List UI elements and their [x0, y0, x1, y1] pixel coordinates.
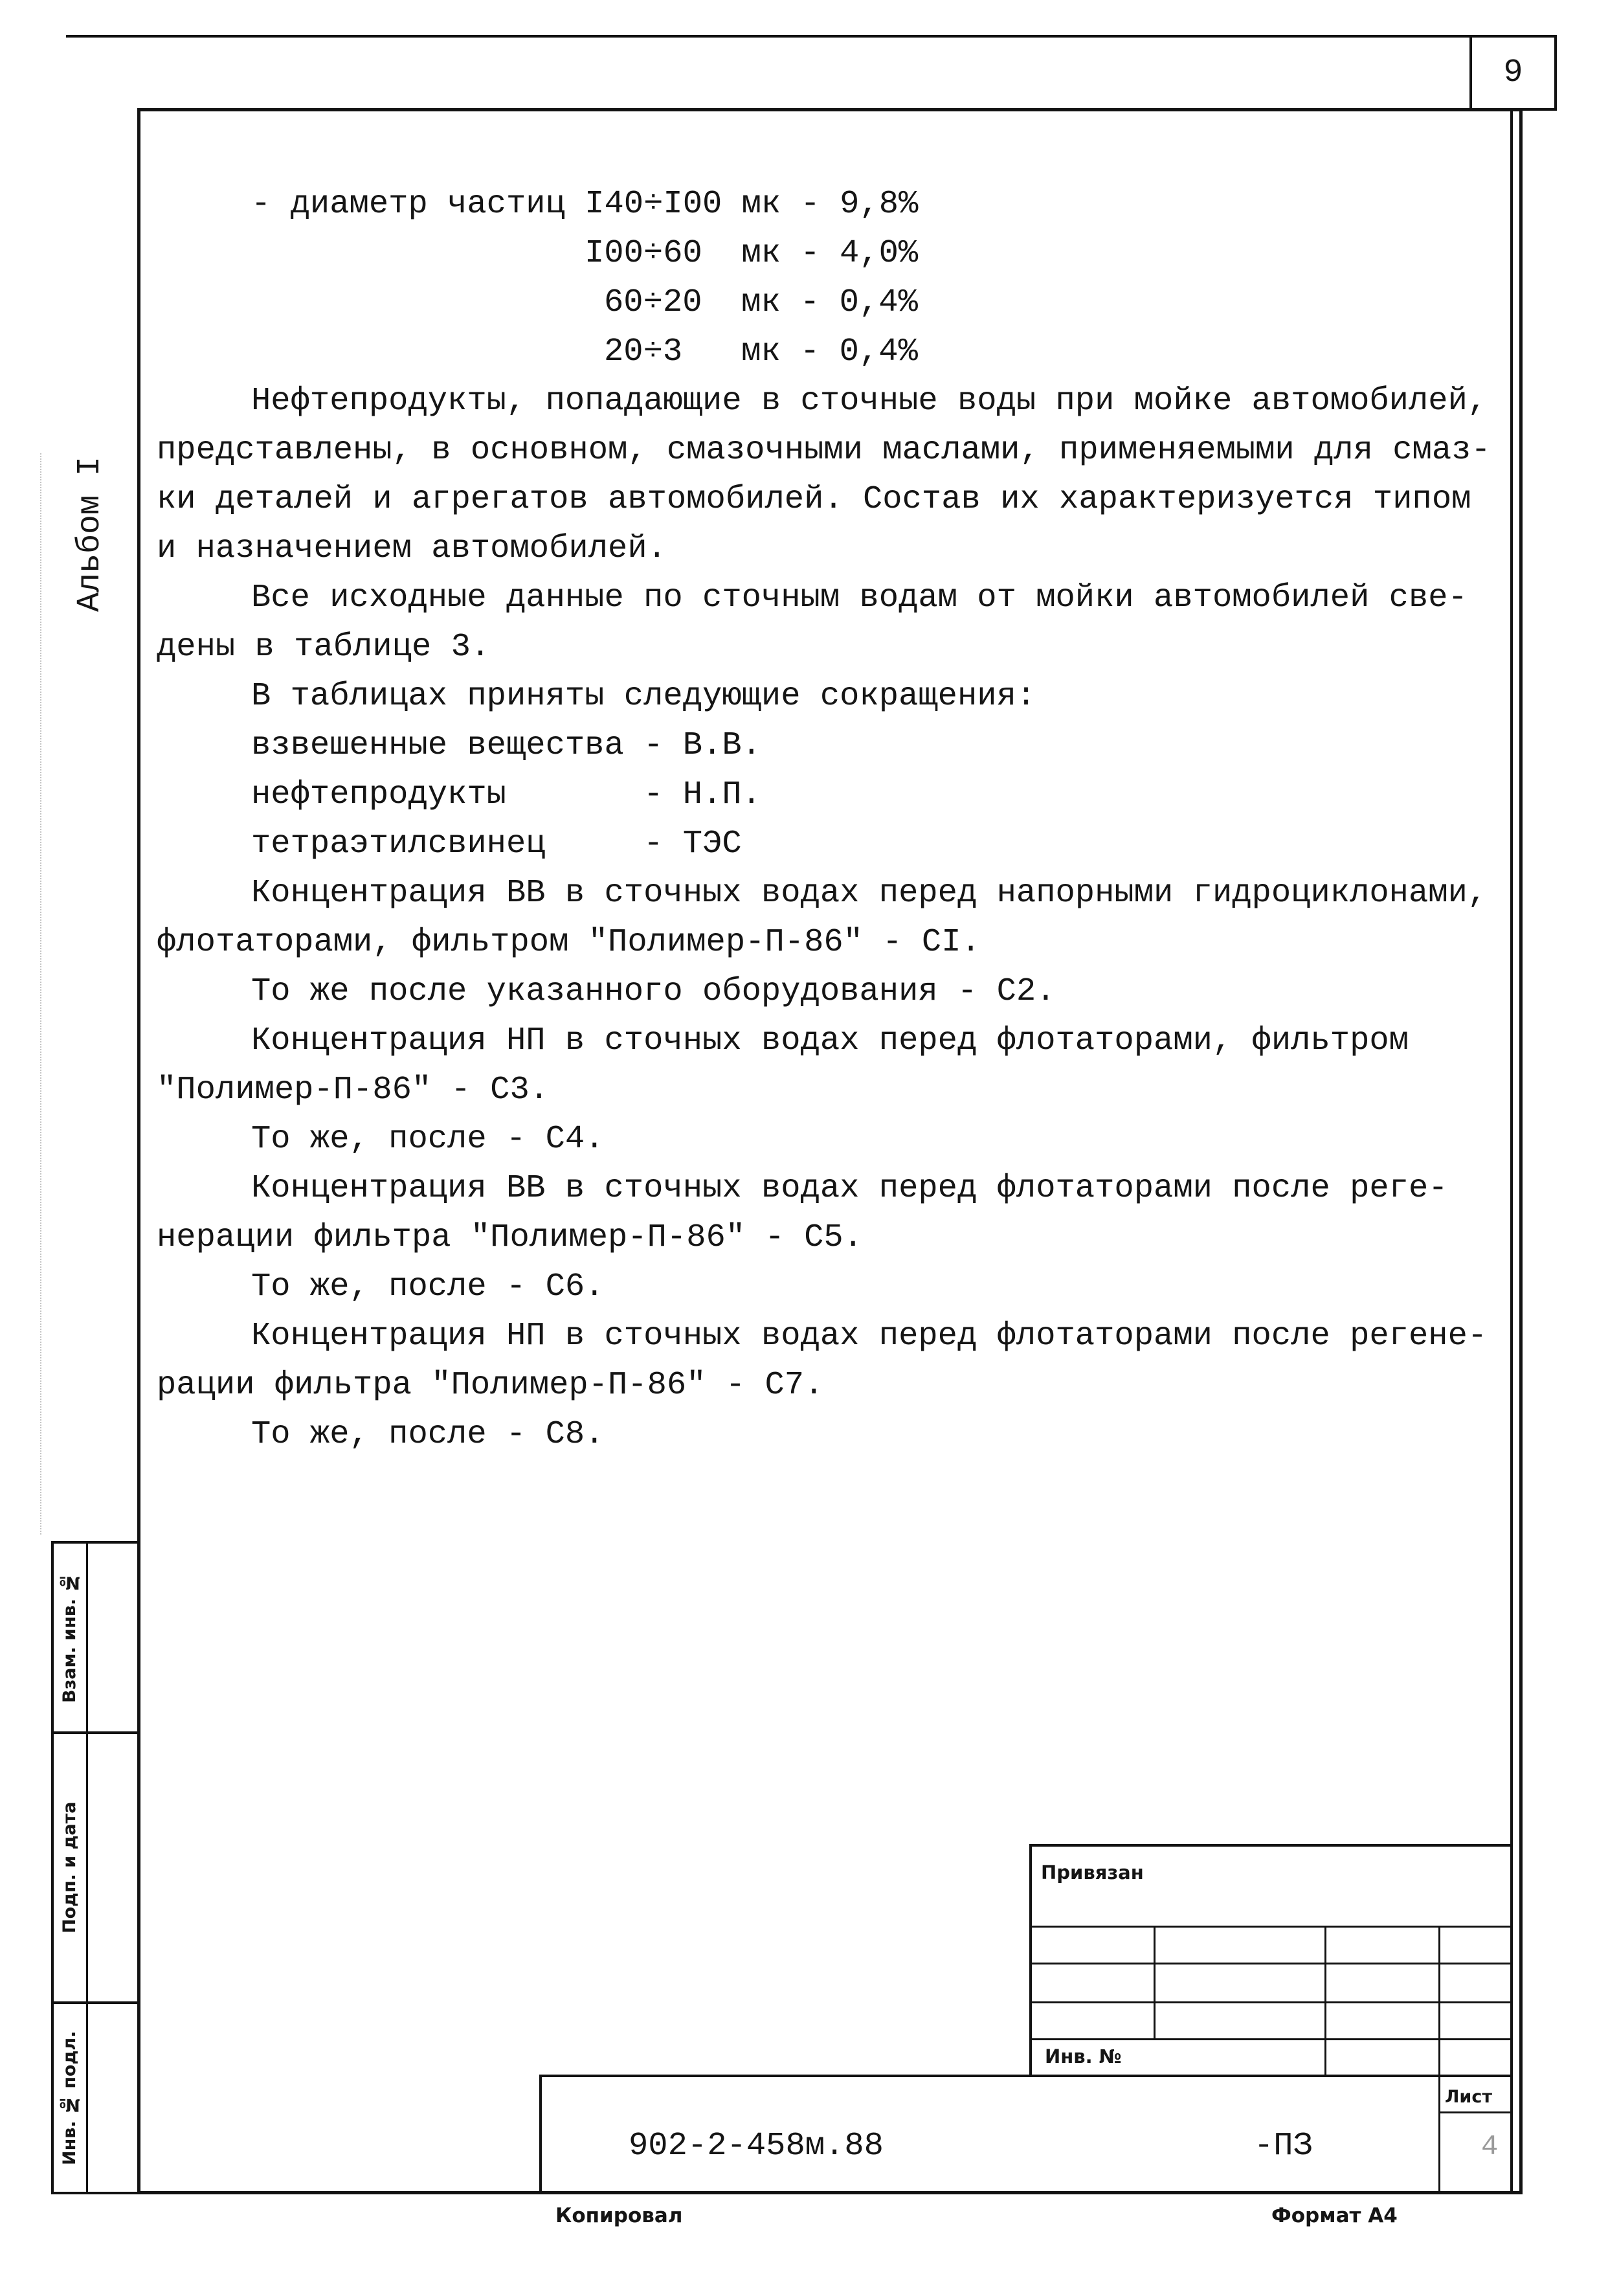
body-line: То же после указанного оборудования - С2.	[251, 973, 1056, 1010]
body-text	[0, 180, 1608, 1459]
body-line: рации фильтра "Полимер-П-86" - С7.	[157, 1367, 824, 1404]
document-suffix: -ПЗ	[1254, 2128, 1313, 2165]
body-line: и назначением автомобилей.	[157, 530, 667, 567]
body-line: Концентрация НП в сточных водах перед флотаторами после регене-	[251, 1318, 1488, 1355]
attached-label: Привязан	[1041, 1862, 1144, 1884]
abbreviation-line: нефтепродукты - Н.П.	[251, 776, 761, 813]
stamp-label-inv-original: Инв. № подл.	[60, 2031, 80, 2165]
body-line: 60÷20 мк - 0,4%	[604, 284, 918, 321]
stamp-label-sign-date: Подп. и дата	[60, 1801, 80, 1934]
stamp-rule	[51, 2192, 139, 2194]
abbreviation-line: взвешенные вещества - В.В.	[251, 727, 761, 764]
title-block-rule	[1029, 1844, 1032, 2077]
title-block-rule	[1029, 1844, 1513, 1847]
body-line: Нефтепродукты, попадающие в сточные воды при мойке автомобилей,	[251, 383, 1488, 420]
body-line: "Полимер-П-86" - С3.	[157, 1072, 550, 1109]
inv-label: Инв. №	[1045, 2045, 1122, 2067]
title-block-rule	[1438, 2111, 1513, 2113]
format-label: Формат А4	[1271, 2204, 1398, 2227]
body-line: I00÷60 мк - 4,0%	[585, 235, 919, 272]
stamp-label-replaced-inv: Взам. инв. №	[60, 1572, 80, 1703]
body-line: В таблицах приняты следующие сокращения:	[251, 678, 1036, 715]
top-rule	[66, 35, 1472, 38]
body-line: То же, после - С6.	[251, 1268, 605, 1305]
body-line: дены в таблице 3.	[157, 629, 491, 666]
copied-by-label: Копировал	[555, 2204, 683, 2227]
body-line: То же, после - С8.	[251, 1416, 605, 1453]
body-line: флотаторами, фильтром "Полимер-П-86" - СI.	[157, 924, 981, 961]
title-block-rule	[539, 2075, 1513, 2077]
sheet-label: Лист	[1445, 2087, 1492, 2107]
body-line: нерации фильтра "Полимер-П-86" - С5.	[157, 1219, 863, 1256]
body-line: То же, после - С4.	[251, 1121, 605, 1158]
abbreviation-line: тетраэтилсвинец - ТЭС	[251, 826, 742, 862]
body-line: ки деталей и агрегатов автомобилей. Состав их характеризуется типом	[157, 481, 1471, 518]
body-line: представлены, в основном, смазочными маслами, применяемыми для смаз-	[157, 432, 1491, 469]
title-block-rule	[539, 2075, 542, 2193]
body-line: Концентрация НП в сточных водах перед флотаторами, фильтром	[251, 1022, 1409, 1059]
body-line: - диаметр частиц I40÷I00 мк - 9,8%	[251, 186, 919, 223]
body-line: Концентрация ВВ в сточных водах перед флотаторами после реге-	[251, 1170, 1448, 1207]
body-line: Концентрация ВВ в сточных водах перед напорными гидроциклонами,	[251, 875, 1488, 912]
sheet-number: 4	[1481, 2131, 1499, 2163]
page-number: 9	[1469, 35, 1557, 111]
title-block-rule	[1324, 1926, 1326, 2077]
body-line: Все исходные данные по сточным водам от мойки автомобилей све-	[251, 580, 1468, 616]
document-code: 902-2-458м.88	[629, 2128, 884, 2165]
stamp-rule	[86, 1541, 88, 2194]
title-block-rule	[1154, 1926, 1156, 2040]
album-label: Альбом I	[72, 456, 109, 613]
body-line: 20÷3 мк - 0,4%	[604, 333, 918, 370]
title-block-rule	[1438, 1926, 1440, 2193]
